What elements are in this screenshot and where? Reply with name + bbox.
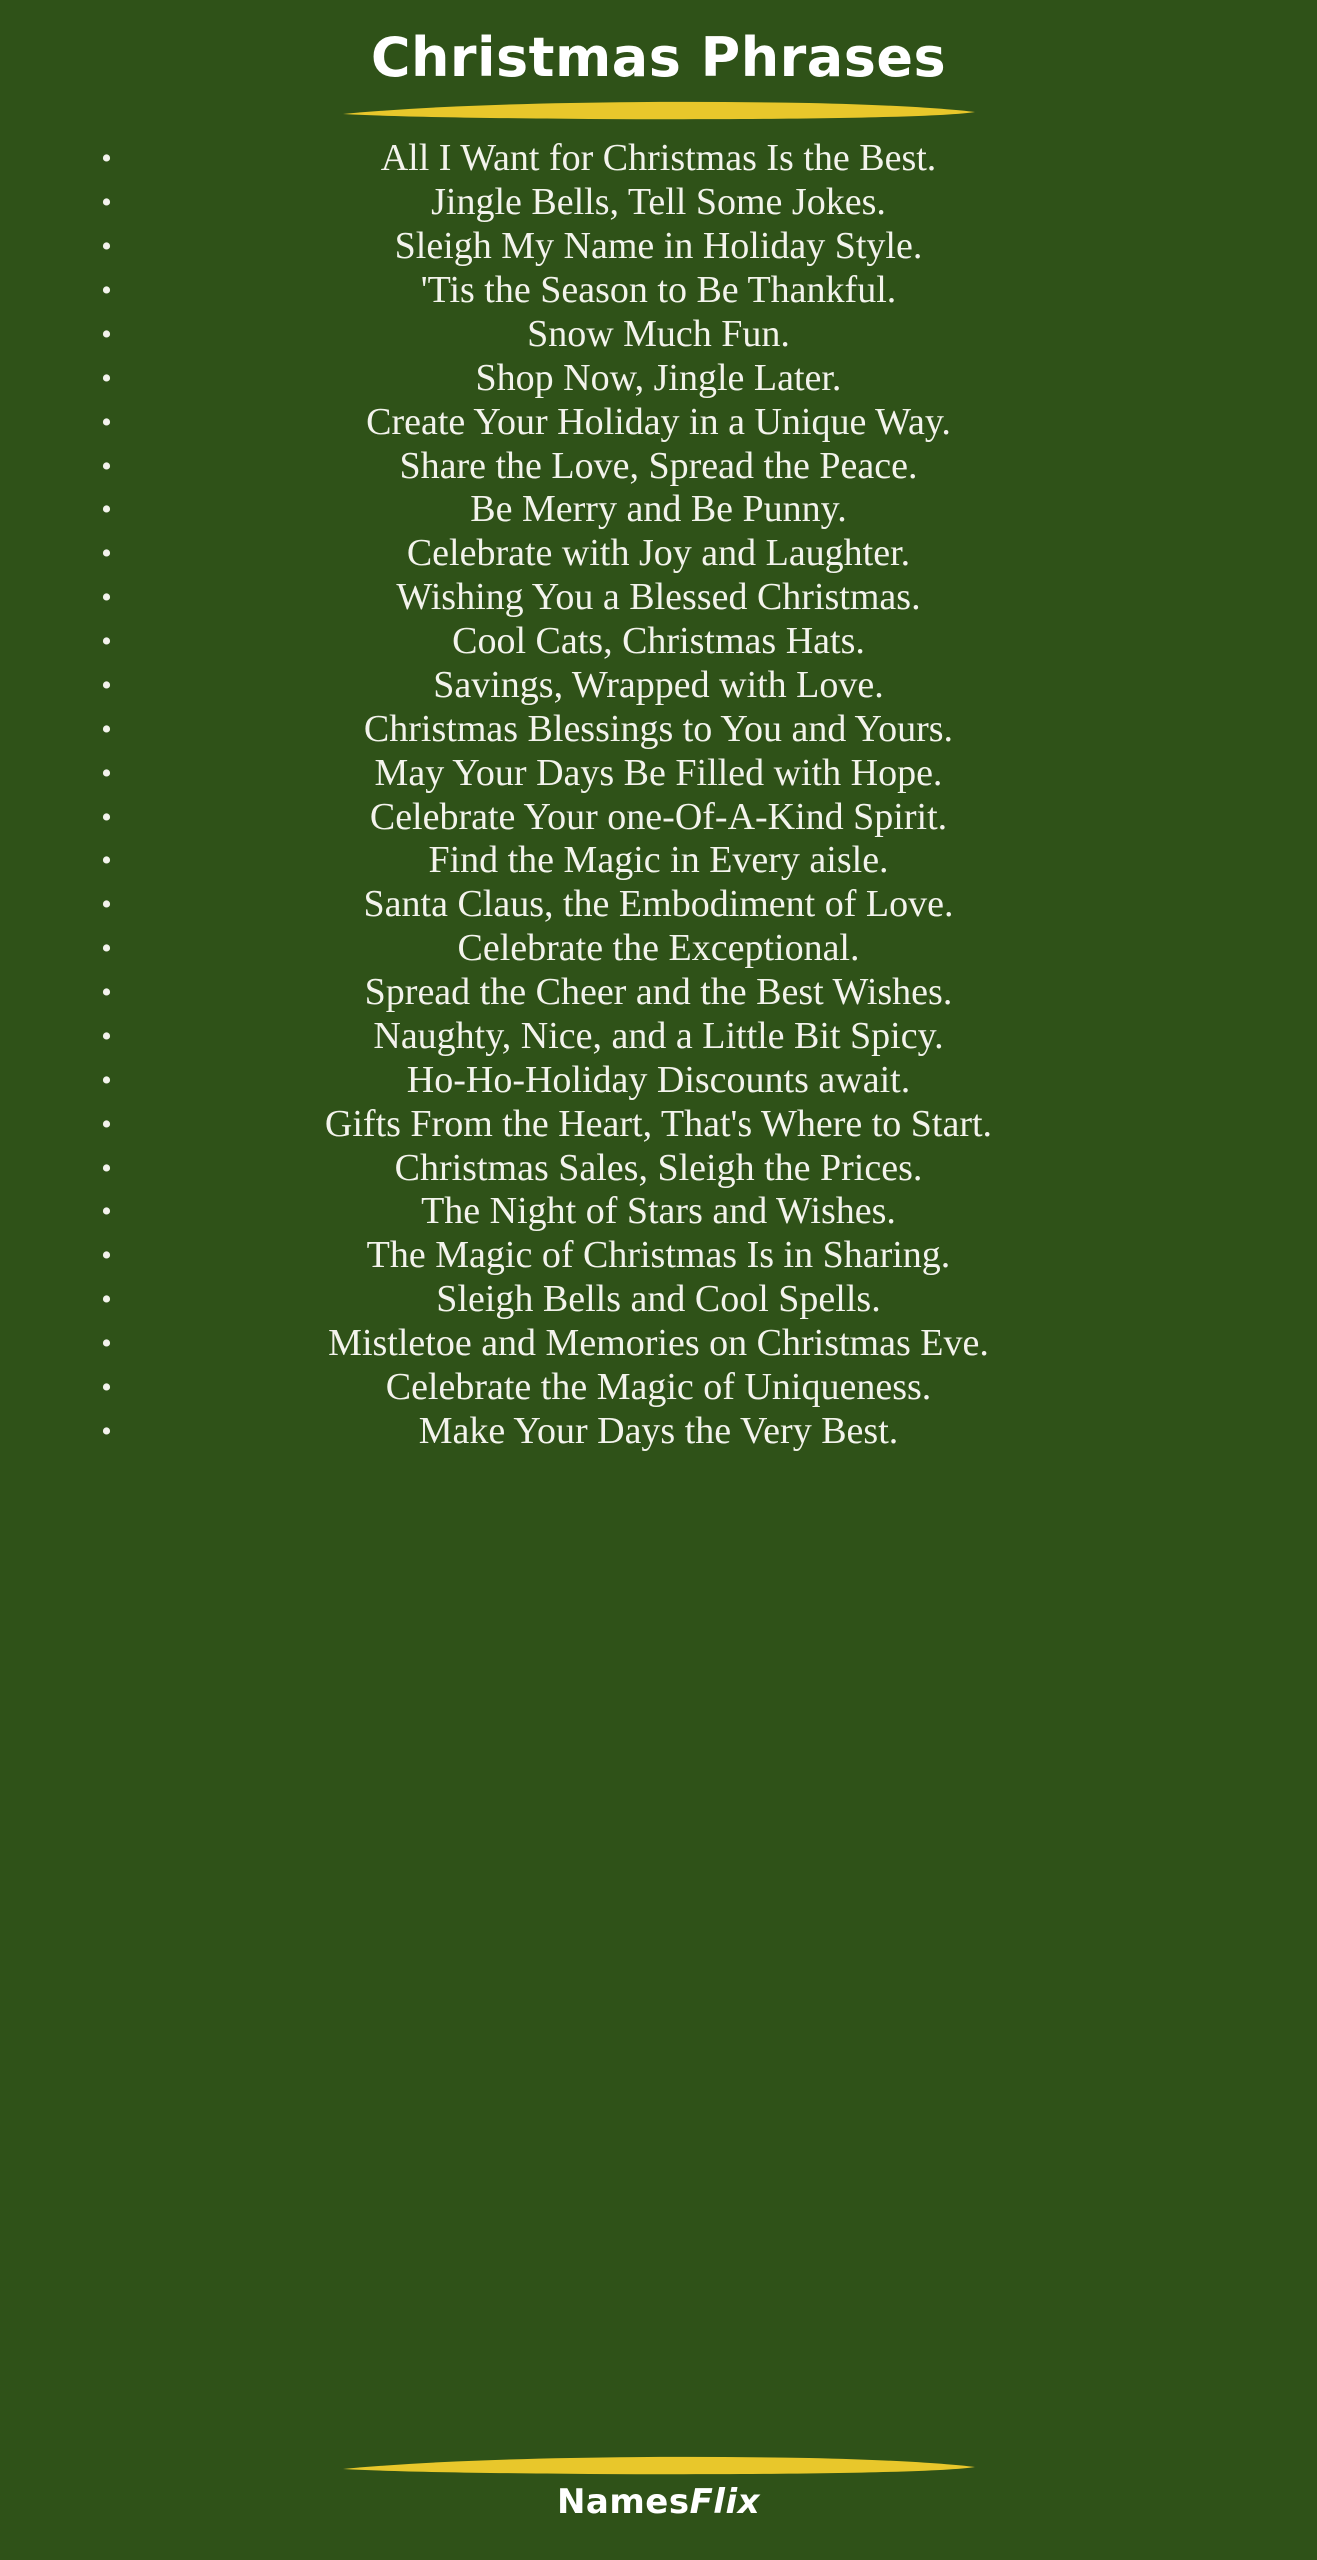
bullet-icon: • — [101, 449, 112, 483]
list-item — [99, 752, 1219, 796]
bullet-icon: • — [101, 230, 112, 264]
list-item-label: Snow Much Fun. — [527, 312, 790, 355]
bullet-icon: • — [101, 317, 112, 351]
list-item — [99, 357, 1219, 401]
list-item-label: Shop Now, Jingle Later. — [475, 356, 842, 399]
list-item — [99, 1322, 1219, 1366]
bullet-icon: • — [101, 932, 112, 966]
list-item-label: Cool Cats, Christmas Hats. — [452, 620, 865, 663]
list-item — [99, 269, 1219, 313]
bullet-icon: • — [101, 1370, 112, 1404]
brand-name-second: Flix — [689, 2482, 761, 2522]
bullet-icon: • — [101, 712, 112, 746]
bullet-icon: • — [101, 844, 112, 878]
list-item-label: The Night of Stars and Wishes. — [421, 1190, 896, 1233]
list-item-label: Wishing You a Blessed Christmas. — [396, 576, 921, 619]
page-title: Christmas Phrases — [370, 26, 947, 89]
list-item-label: Mistletoe and Memories on Christmas Eve. — [328, 1322, 989, 1365]
footer-underline-decoration — [339, 2452, 979, 2478]
bullet-icon: • — [101, 537, 112, 571]
list-item — [99, 488, 1219, 532]
list-item-label: Sleigh Bells and Cool Spells. — [436, 1278, 881, 1321]
list-item-label: Santa Claus, the Embodiment of Love. — [363, 883, 954, 926]
bullet-icon: • — [101, 756, 112, 790]
list-item — [99, 576, 1219, 620]
list-item-label: Celebrate the Magic of Uniqueness. — [385, 1365, 932, 1408]
title-underline-decoration — [339, 97, 979, 123]
bullet-icon: • — [101, 1283, 112, 1317]
list-item — [99, 401, 1219, 445]
list-item — [99, 883, 1219, 927]
bullet-icon: • — [101, 493, 112, 527]
list-item-label: Create Your Holiday in a Unique Way. — [366, 400, 951, 443]
bullet-icon: • — [101, 1019, 112, 1053]
list-item — [99, 181, 1219, 225]
bullet-icon: • — [101, 1414, 112, 1448]
footer — [0, 2452, 1317, 2522]
list-item-label: Celebrate with Joy and Laughter. — [406, 532, 911, 575]
list-item — [99, 971, 1219, 1015]
list-item — [99, 313, 1219, 357]
list-item — [99, 1410, 1219, 1454]
list-item-label: Find the Magic in Every aisle. — [428, 839, 889, 882]
list-item — [99, 532, 1219, 576]
bullet-icon: • — [101, 625, 112, 659]
bullet-icon: • — [101, 800, 112, 834]
bullet-icon: • — [101, 1151, 112, 1185]
list-item — [99, 1103, 1219, 1147]
list-item-label: Christmas Sales, Sleigh the Prices. — [394, 1146, 923, 1189]
list-item-label: Naughty, Nice, and a Little Bit Spicy. — [373, 1014, 944, 1057]
bullet-icon: • — [101, 668, 112, 702]
list-item-label: Gifts From the Heart, That's Where to Start. — [324, 1102, 993, 1145]
bullet-icon: • — [101, 1063, 112, 1097]
list-item-label: All I Want for Christmas Is the Best. — [380, 137, 937, 180]
list-item — [99, 1278, 1219, 1322]
list-item-label: Savings, Wrapped with Love. — [433, 663, 884, 706]
list-item — [99, 225, 1219, 269]
bullet-icon: • — [101, 1195, 112, 1229]
list-item — [99, 1015, 1219, 1059]
list-item — [99, 1366, 1219, 1410]
list-item-label: Be Merry and Be Punny. — [470, 488, 847, 531]
list-item — [99, 620, 1219, 664]
bullet-icon: • — [101, 581, 112, 615]
list-item — [99, 664, 1219, 708]
list-item — [99, 1059, 1219, 1103]
list-item-label: Make Your Days the Very Best. — [418, 1409, 899, 1452]
list-item-label: Ho-Ho-Holiday Discounts await. — [406, 1058, 911, 1101]
bullet-icon: • — [101, 1239, 112, 1273]
list-item-label: 'Tis the Season to Be Thankful. — [420, 269, 897, 312]
list-item-label: Sleigh My Name in Holiday Style. — [394, 225, 923, 268]
list-item — [99, 927, 1219, 971]
list-item-label: Christmas Blessings to You and Yours. — [363, 707, 954, 750]
bullet-icon: • — [101, 274, 112, 308]
bullet-icon: • — [101, 1327, 112, 1361]
bullet-icon: • — [101, 888, 112, 922]
list-item-label: Celebrate Your one-Of-A-Kind Spirit. — [369, 795, 948, 838]
list-item — [99, 1190, 1219, 1234]
list-item-label: Share the Love, Spread the Peace. — [399, 444, 918, 487]
list-item — [99, 1234, 1219, 1278]
list-item-label: May Your Days Be Filled with Hope. — [374, 751, 943, 794]
bullet-icon: • — [101, 405, 112, 439]
bullet-icon: • — [101, 142, 112, 176]
list-item — [99, 137, 1219, 181]
bullet-icon: • — [101, 1107, 112, 1141]
list-item — [99, 839, 1219, 883]
list-item — [99, 796, 1219, 840]
list-item — [99, 708, 1219, 752]
list-item-label: Celebrate the Exceptional. — [457, 927, 860, 970]
list-item — [99, 1147, 1219, 1191]
list-item — [99, 445, 1219, 489]
list-item-label: Spread the Cheer and the Best Wishes. — [364, 971, 953, 1014]
list-item-label: Jingle Bells, Tell Some Jokes. — [431, 181, 886, 224]
bullet-icon: • — [101, 976, 112, 1010]
brand-name-first: Names — [556, 2482, 690, 2522]
brand-logo — [557, 2482, 760, 2522]
phrase-list — [99, 137, 1219, 1453]
list-item-label: The Magic of Christmas Is in Sharing. — [366, 1234, 951, 1277]
bullet-icon: • — [101, 361, 112, 395]
bullet-icon: • — [101, 186, 112, 220]
